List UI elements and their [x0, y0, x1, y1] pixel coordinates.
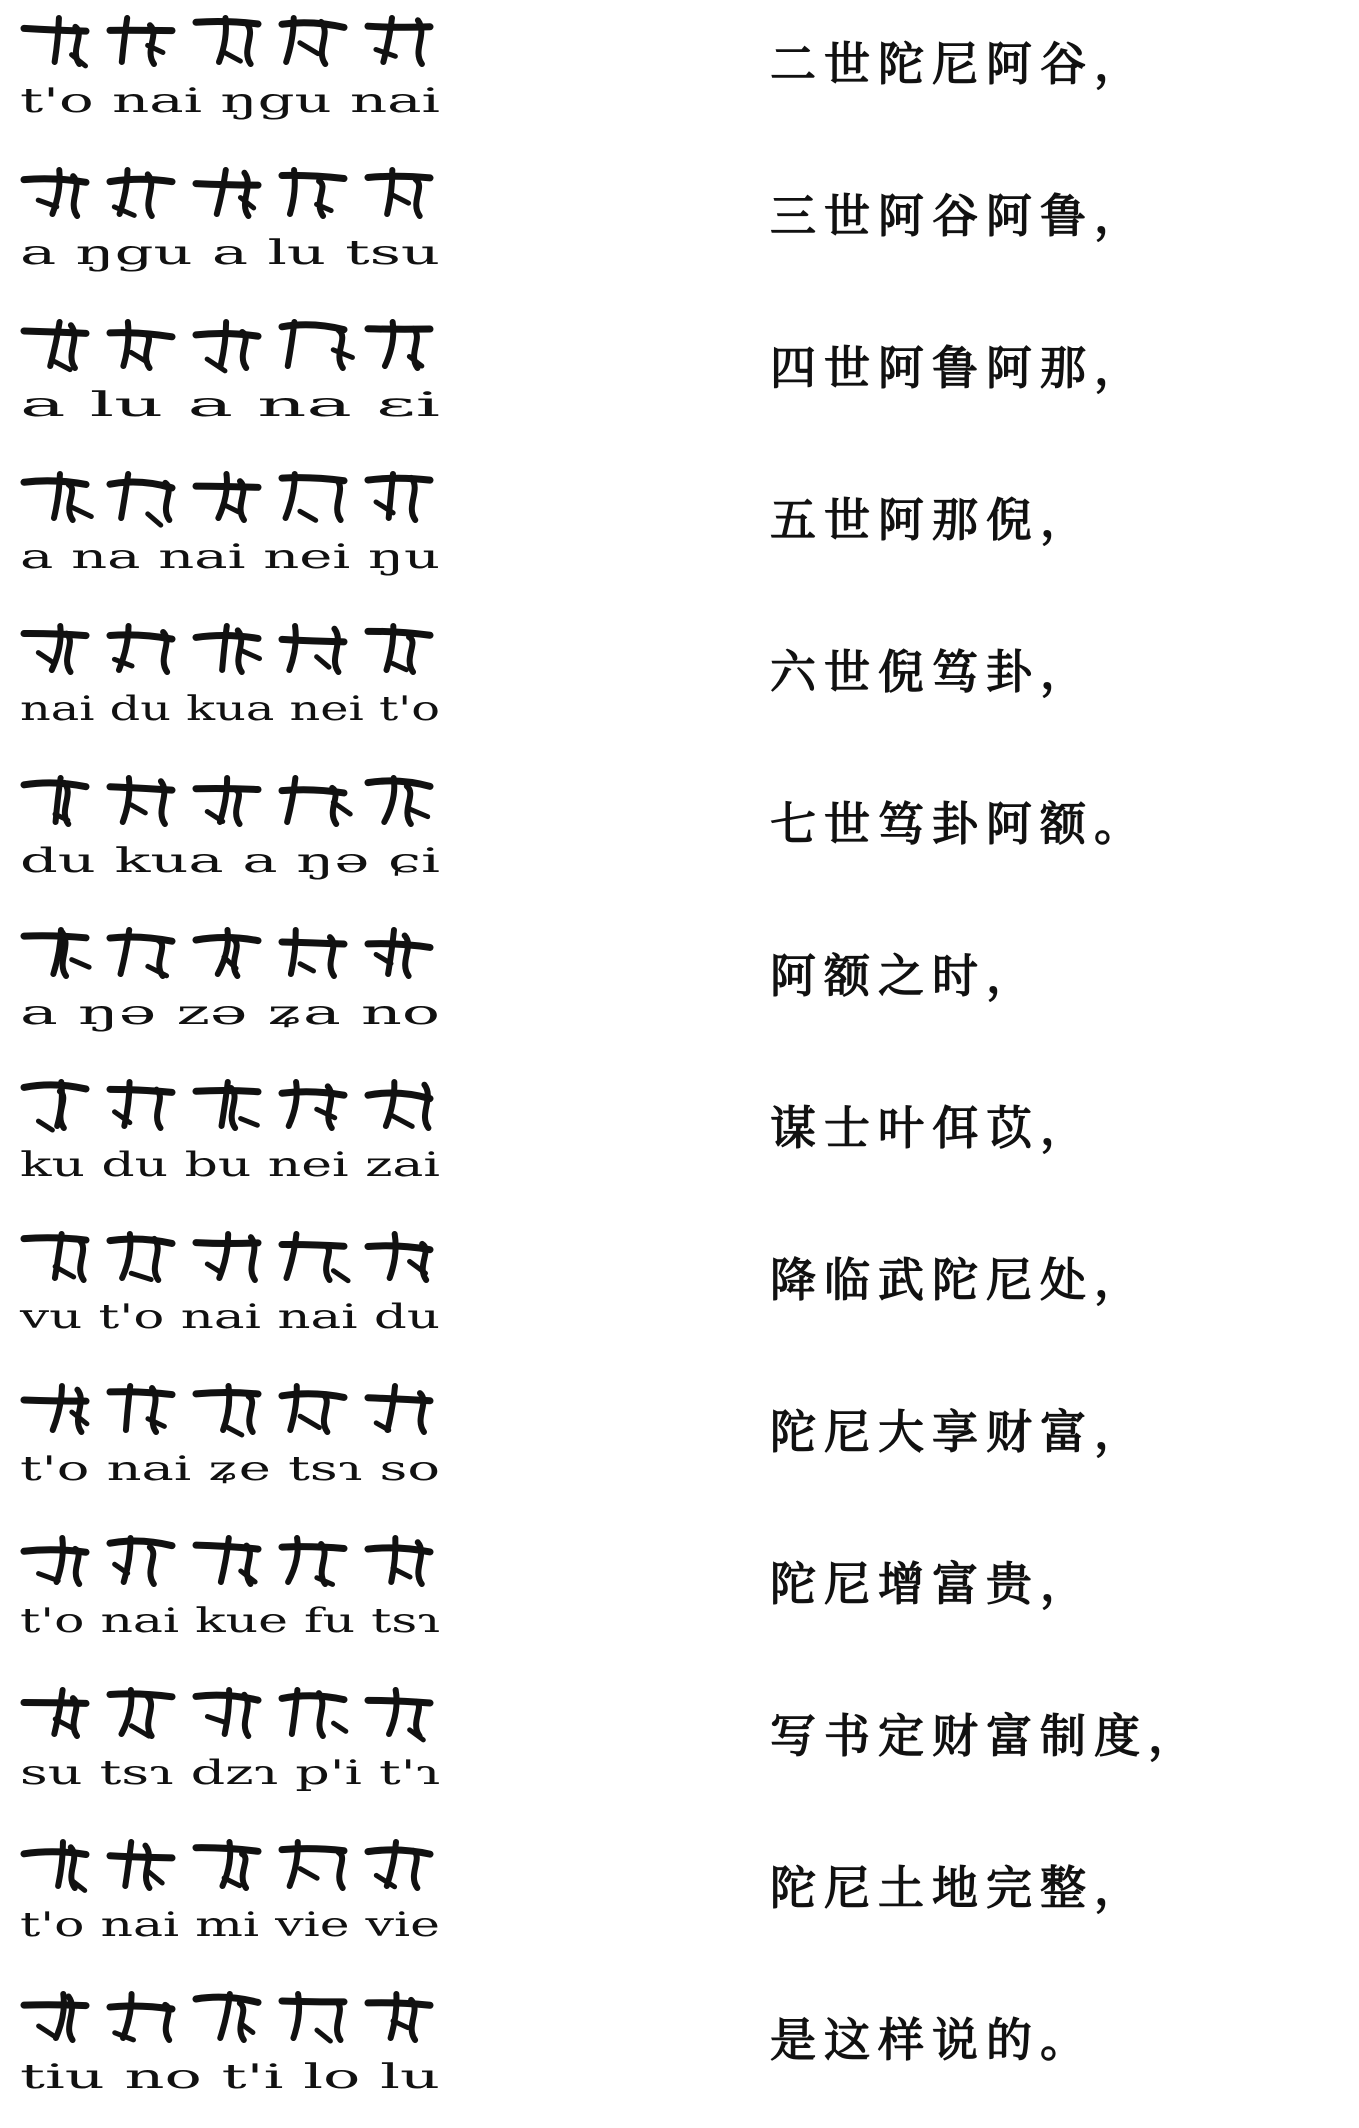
script-glyphs-icon — [14, 912, 454, 1052]
chinese-translation: 六世倪笃卦， — [770, 645, 1094, 699]
nushu-script-image — [14, 608, 454, 748]
nushu-script-image — [14, 1672, 454, 1812]
chinese-translation: 陀尼土地完整， — [770, 1861, 1148, 1915]
script-glyphs-icon — [14, 1672, 454, 1812]
script-glyphs-icon — [14, 608, 454, 748]
chinese-translation: 五世阿那倪， — [770, 493, 1094, 547]
romanization-text: a ŋgu a lu tsu — [20, 233, 440, 273]
nushu-script-image — [14, 1824, 454, 1964]
text-line — [0, 304, 1359, 456]
script-glyphs-icon — [14, 456, 454, 596]
romanization-text: su tsɿ dzɿ p'i t'ɿ — [20, 1753, 440, 1793]
text-line — [0, 152, 1359, 304]
text-line — [0, 1520, 1359, 1672]
nushu-script-image — [14, 1976, 454, 2116]
romanization-text: tiu no t'i lo lu — [20, 2057, 440, 2097]
script-glyphs-icon — [14, 1216, 454, 1356]
romanization-text: nai du kua nei t'o — [20, 689, 440, 729]
romanization-text: a ŋə zə ʑa no — [20, 993, 440, 1033]
chinese-translation: 四世阿鲁阿那， — [770, 341, 1148, 395]
script-glyphs-icon — [14, 1976, 454, 2116]
text-line — [0, 760, 1359, 912]
nushu-script-image — [14, 760, 454, 900]
nushu-script-image — [14, 0, 454, 140]
romanization-text: vu t'o nai nai du — [18, 1297, 441, 1337]
nushu-script-image — [14, 304, 454, 444]
chinese-translation: 陀尼增富贵， — [770, 1557, 1094, 1611]
romanization-text: t'o nai kue fu tsɿ — [20, 1601, 440, 1641]
script-glyphs-icon — [14, 304, 454, 444]
text-line — [0, 1064, 1359, 1216]
chinese-translation: 七世笃卦阿额。 — [770, 797, 1148, 851]
text-line — [0, 456, 1359, 608]
text-line — [0, 1824, 1359, 1976]
romanization-text: t'o nai mi vie vie — [20, 1905, 440, 1945]
text-line — [0, 912, 1359, 1064]
chinese-translation: 是这样说的。 — [770, 2013, 1094, 2067]
script-glyphs-icon — [14, 1368, 454, 1508]
text-line — [0, 1216, 1359, 1368]
romanization-text: t'o nai ʑe tsɿ so — [20, 1449, 440, 1489]
text-line — [0, 608, 1359, 760]
nushu-script-image — [14, 1064, 454, 1204]
chinese-translation: 谋士叶佴苡， — [770, 1101, 1094, 1155]
chinese-translation: 二世陀尼阿谷， — [770, 37, 1148, 91]
romanization-text: du kua a ŋə ɕi — [20, 841, 441, 881]
nushu-script-image — [14, 1520, 454, 1660]
chinese-translation: 写书定财富制度， — [770, 1709, 1202, 1763]
text-line — [0, 0, 1359, 152]
text-line — [0, 1368, 1359, 1520]
text-line — [0, 1672, 1359, 1824]
chinese-translation: 三世阿谷阿鲁， — [770, 189, 1148, 243]
script-glyphs-icon — [14, 1520, 454, 1660]
script-glyphs-icon — [14, 152, 454, 292]
nushu-script-image — [14, 1216, 454, 1356]
nushu-script-image — [14, 456, 454, 596]
romanization-text: a lu a na ɛi — [20, 385, 441, 425]
nushu-script-image — [14, 1368, 454, 1508]
script-glyphs-icon — [14, 0, 454, 140]
script-glyphs-icon — [14, 760, 454, 900]
romanization-text: a na nai nei ŋu — [20, 537, 440, 577]
chinese-translation: 陀尼大享财富， — [770, 1405, 1148, 1459]
chinese-translation: 阿额之时， — [770, 949, 1040, 1003]
script-glyphs-icon — [14, 1064, 454, 1204]
text-line — [0, 1976, 1359, 2128]
romanization-text: ku du bu nei zai — [20, 1145, 441, 1185]
chinese-translation: 降临武陀尼处， — [770, 1253, 1148, 1307]
nushu-script-image — [14, 152, 454, 292]
script-glyphs-icon — [14, 1824, 454, 1964]
nushu-script-image — [14, 912, 454, 1052]
romanization-text: t'o nai ŋgu nai — [20, 81, 441, 121]
